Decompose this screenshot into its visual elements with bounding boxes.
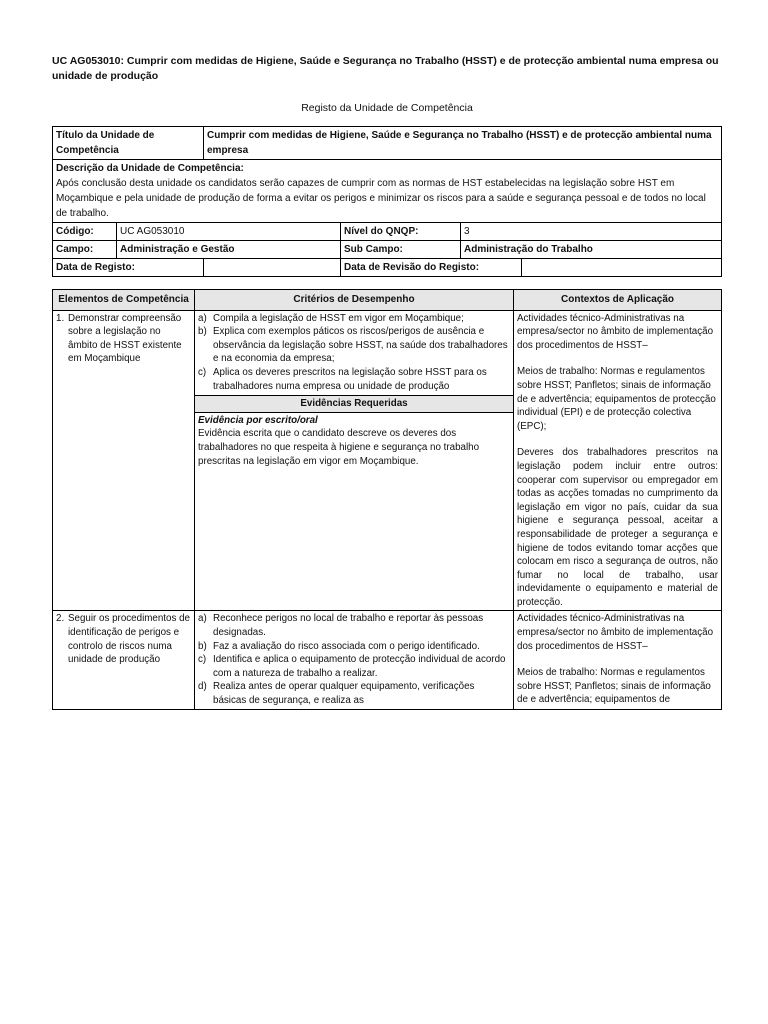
list-item xyxy=(198,325,510,366)
criteria-table xyxy=(52,289,722,710)
registo-table xyxy=(52,126,722,277)
document-title: UC AG053010: Cumprir com medidas de Higiene, Saúde e Segurança no Trabalho (HSST) e de protecção ambiental numa empresa ou unidade de produção xyxy=(52,55,719,82)
item-key: c) xyxy=(198,654,207,666)
element-number: 1. xyxy=(56,312,65,324)
criteria-cell xyxy=(195,611,514,709)
header-criterios: Critérios de Desempenho xyxy=(195,290,514,311)
element-text: Seguir os procedimentos de identificação de perigos e controlo de riscos numa unidade de produção xyxy=(68,613,190,666)
element-cell xyxy=(53,310,195,611)
list-item xyxy=(198,612,510,639)
list-item xyxy=(198,640,510,654)
item-text: Explica com exemplos páticos os riscos/perigos de ausência e observância da legislação sobre HSST, na saúde dos trabalhadores e na economia da empresa; xyxy=(213,326,508,365)
titulo-value: Cumprir com medidas de Higiene, Saúde e Segurança no Trabalho (HSST) e de protecção ambiental numa empresa xyxy=(204,127,722,160)
list-item xyxy=(198,653,510,680)
item-text: Reconhece perigos no local de trabalho e reportar às pessoas designadas. xyxy=(213,613,484,639)
descricao-cell xyxy=(53,160,722,223)
context-paragraph: Meios de trabalho: Normas e regulamentos sobre HSST; Panfletos; sinais de informação de e advertência; equipamentos de protecção individual (EPI) e de protecção colectiva (EPC); xyxy=(517,366,716,432)
codigo-label: Código: xyxy=(53,223,117,241)
item-key: b) xyxy=(198,640,207,652)
list-item xyxy=(198,366,510,393)
codigo-value: UC AG053010 xyxy=(117,223,341,241)
campo-value: Administração e Gestão xyxy=(117,241,341,259)
evidence-label: Evidência por escrito/oral xyxy=(198,414,318,426)
context-paragraph: Actividades técnico-Administrativas na empresa/sector no âmbito de implementação dos procedimentos de HSST– xyxy=(517,613,714,652)
campo-label: Campo: xyxy=(53,241,117,259)
item-text: Aplica os deveres prescritos na legislação sobre HSST para os trabalhadores numa empresa ou unidade de produção xyxy=(213,366,487,392)
descricao-label: Descrição da Unidade de Competência: xyxy=(56,163,244,174)
descricao-text: Após conclusão desta unidade os candidatos serão capazes de cumprir com as normas de HST estabelecidas na legislação sobre HST em Moçambique e pela unidade de produção de forma a evitar os perigos e minimizar os riscos para a saúde e segurança pessoal e de todos no local de trabalho. xyxy=(56,178,706,219)
list-item xyxy=(198,312,510,326)
item-text: Faz a avaliação do risco associada com o perigo identificado. xyxy=(213,640,480,652)
registo-title: Registo da Unidade de Competência xyxy=(301,102,473,114)
element-text: Demonstrar compreensão sobre a legislação no âmbito de HSST existente em Moçambique xyxy=(68,312,182,365)
element-cell xyxy=(53,611,195,709)
data-revisao-value xyxy=(522,259,722,277)
table-row xyxy=(53,611,722,709)
header-elementos: Elementos de Competência xyxy=(53,290,195,311)
header-contextos: Contextos de Aplicação xyxy=(514,290,722,311)
data-registo-label: Data de Registo: xyxy=(53,259,204,277)
item-text: Compila a legislação de HSST em vigor em Moçambique; xyxy=(213,312,464,324)
context-cell xyxy=(514,310,722,611)
document-page xyxy=(52,54,722,710)
item-key: c) xyxy=(198,366,207,378)
item-key: a) xyxy=(198,312,207,324)
criteria-cell xyxy=(195,310,514,611)
evidence-text: Evidência escrita que o candidato descreve os deveres dos trabalhadores no que respeita à higiene e segurança no trabalho prescritas na legislação em vigor em Moçambique. xyxy=(198,428,480,467)
item-key: d) xyxy=(198,681,207,693)
context-paragraph: Meios de trabalho: Normas e regulamentos sobre HSST; Panfletos; sinais de informação de e advertência; equipamentos de xyxy=(517,667,711,706)
item-key: b) xyxy=(198,326,207,338)
evidence-header: Evidências Requeridas xyxy=(195,395,513,413)
item-key: a) xyxy=(198,613,207,625)
titulo-label: Título da Unidade de Competência xyxy=(53,127,204,160)
criteria-list xyxy=(198,612,510,707)
data-registo-value xyxy=(204,259,341,277)
list-item xyxy=(198,680,510,707)
subcampo-label: Sub Campo: xyxy=(341,241,461,259)
context-paragraph: Deveres dos trabalhadores prescritos na legislação podem incluir entre outros: cooperar com supervisor ou empregador em todas as acções tomadas no cumprimento da legislação em vigor no país, cuidar da sua higiene e segurança pessoal, aceitar a responsabilidade de proteger a segurança e higiene de todos evitando tomar acções que colocam em risco a segurança de outros, não fumar no local de trabalho, usar indevidamente o equipamento e material de protecção. xyxy=(517,447,718,608)
nivel-label: Nível do QNQP: xyxy=(341,223,461,241)
nivel-value: 3 xyxy=(461,223,722,241)
element-number: 2. xyxy=(56,613,65,625)
criteria-list xyxy=(198,312,510,394)
item-text: Realiza antes de operar qualquer equipamento, verificações básicas de segurança, e realiza as xyxy=(213,681,475,707)
context-paragraph: Actividades técnico-Administrativas na empresa/sector no âmbito de implementação dos procedimentos de HSST– xyxy=(517,312,714,351)
data-revisao-label: Data de Revisão do Registo: xyxy=(341,259,522,277)
table-row xyxy=(53,310,722,611)
item-text: Identifica e aplica o equipamento de protecção individual de acordo com a natureza de trabalho a realizar. xyxy=(213,654,506,679)
context-cell xyxy=(514,611,722,709)
subcampo-value: Administração do Trabalho xyxy=(461,241,722,259)
